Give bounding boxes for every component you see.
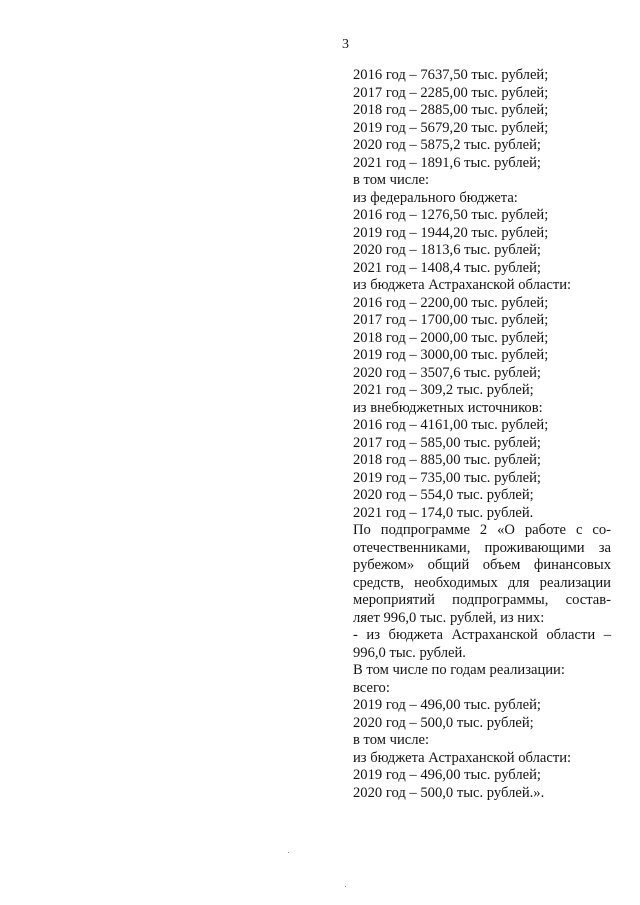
- text-line: из бюджета Астраханской области:: [353, 749, 572, 766]
- text-line: в том числе:: [353, 732, 430, 748]
- text-line: 2020 год – 1813,6 тыс. рублей;: [353, 242, 541, 258]
- text-line: из федерального бюджета:: [353, 189, 518, 206]
- text-line: 2016 год – 2200,00 тыс. рублей;: [353, 294, 549, 311]
- text-line: 996,0 тыс. рублей.: [353, 644, 466, 661]
- text-line: 2020 год – 554,0 тыс. рублей;: [353, 487, 534, 503]
- text-line: 2020 год – 500,0 тыс. рублей.».: [353, 784, 545, 801]
- text-line: 2017 год – 585,00 тыс. рублей;: [353, 434, 541, 451]
- paragraph-line: отечественниками, проживающими за: [353, 539, 611, 556]
- text-line: 2021 год – 1408,4 тыс. рублей;: [353, 259, 541, 276]
- text-line: 2021 год – 174,0 тыс. рублей.: [353, 504, 534, 521]
- text-line: 2019 год – 496,00 тыс. рублей;: [353, 697, 541, 713]
- scan-speck: [288, 852, 289, 853]
- paragraph-line: рубежом» общий объем финансовых: [353, 557, 611, 573]
- paragraph-line: - из бюджета Астраханской области –: [353, 627, 611, 643]
- text-line: в том числе:: [353, 172, 430, 188]
- text-line: 2020 год – 5875,2 тыс. рублей;: [353, 137, 541, 153]
- text-line: 2019 год – 1944,20 тыс. рублей;: [353, 224, 549, 241]
- scan-speck: [345, 886, 346, 887]
- text-column: [353, 67, 611, 802]
- page-number: 3: [342, 37, 349, 52]
- text-line: 2019 год – 496,00 тыс. рублей;: [353, 767, 541, 783]
- text-line: всего:: [353, 679, 390, 696]
- text-line: 2017 год – 1700,00 тыс. рублей;: [353, 312, 549, 328]
- text-line: 2018 год – 2885,00 тыс. рублей;: [353, 102, 549, 118]
- text-line: из внебюджетных источников:: [353, 399, 543, 416]
- paragraph-line: мероприятий подпрограммы, состав-: [353, 592, 611, 608]
- paragraph-line: средств, необходимых для реализации: [353, 574, 611, 591]
- text-line: 2020 год – 3507,6 тыс. рублей;: [353, 364, 541, 381]
- text-line: 2018 год – 885,00 тыс. рублей;: [353, 452, 541, 468]
- paragraph-line: По подпрограмме 2 «О работе с со-: [353, 522, 611, 538]
- text-line: 2021 год – 1891,6 тыс. рублей;: [353, 154, 541, 171]
- text-line: 2019 год – 5679,20 тыс. рублей;: [353, 119, 549, 136]
- text-line: из бюджета Астраханской области:: [353, 277, 572, 293]
- text-line: 2019 год – 3000,00 тыс. рублей;: [353, 347, 549, 363]
- text-line: 2016 год – 1276,50 тыс. рублей;: [353, 207, 549, 223]
- text-line: 2019 год – 735,00 тыс. рублей;: [353, 469, 541, 486]
- paragraph-line: ляет 996,0 тыс. рублей, из них:: [353, 609, 545, 626]
- text-line: 2021 год – 309,2 тыс. рублей;: [353, 382, 534, 398]
- text-line: 2016 год – 4161,00 тыс. рублей;: [353, 417, 549, 433]
- text-line: 2018 год – 2000,00 тыс. рублей;: [353, 329, 549, 346]
- text-line: 2017 год – 2285,00 тыс. рублей;: [353, 84, 549, 101]
- text-line: 2020 год – 500,0 тыс. рублей;: [353, 714, 534, 731]
- text-line: 2016 год – 7637,50 тыс. рублей;: [353, 67, 549, 83]
- text-line: В том числе по годам реализации:: [353, 662, 565, 678]
